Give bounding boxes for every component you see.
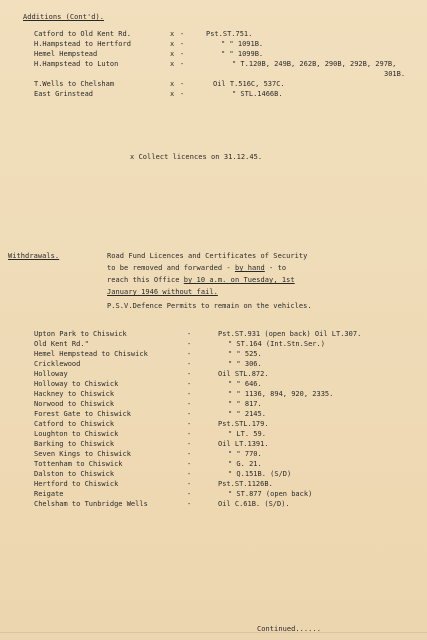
route: East Grinstead (34, 90, 94, 98)
vehicle-info: Pst.STL.179. (218, 420, 269, 428)
vehicle-info: " " 2145. (228, 410, 266, 418)
mark: x (170, 30, 175, 38)
dash: - (187, 440, 192, 448)
dash: - (187, 370, 192, 378)
vehicle-info: Oil C.61B. (S/D). (218, 500, 290, 508)
instruction-text: reach this Office (107, 276, 184, 284)
dash: - (187, 410, 192, 418)
dash: - (180, 40, 185, 48)
dash: - (187, 470, 192, 478)
dash: - (187, 330, 192, 338)
route: Loughton to Chiswick (34, 430, 119, 438)
mark: x (170, 80, 175, 88)
route: T.Wells to Chelsham (34, 80, 115, 88)
dash: - (187, 480, 192, 488)
vehicle-info: " LT. 59. (228, 430, 266, 438)
dash: - (180, 90, 185, 98)
vehicle-info: " G. 21. (228, 460, 262, 468)
vehicle-info: Oil STL.872. (218, 370, 269, 378)
route: Catford to Old Kent Rd. (34, 30, 131, 38)
vehicle-info: " " 1091B. (221, 40, 264, 48)
vehicle-info: Pst.ST.1126B. (218, 480, 273, 488)
vehicle-info: " STL.1466B. (232, 90, 283, 98)
page-edge (0, 632, 427, 633)
mark: x (170, 60, 175, 68)
vehicle-info: " " 1099B. (221, 50, 264, 58)
instruction-line: January 1946 without fail. (107, 288, 218, 296)
instruction-line (107, 276, 295, 285)
psv-note: P.S.V.Defence Permits to remain on the vehicles. (107, 302, 312, 310)
route: Tottenham to Chiswick (34, 460, 123, 468)
mark: x (170, 40, 175, 48)
route: Cricklewood (34, 360, 81, 368)
vehicle-info: " T.120B, 249B, 262B, 290B, 292B, 297B, (232, 60, 397, 68)
vehicle-info: Pst.ST.931 (open back) Oil LT.307. (218, 330, 362, 338)
route: Chelsham to Tunbridge Wells (34, 500, 148, 508)
dash: - (187, 460, 192, 468)
vehicle-info: " " 646. (228, 380, 262, 388)
vehicle-info: " Q.151B. (S/D) (228, 470, 292, 478)
route: Norwood to Chiswick (34, 400, 115, 408)
instruction-text: - to (264, 264, 287, 272)
route: Dalston to Chiswick (34, 470, 115, 478)
withdrawals-heading: Withdrawals. (8, 252, 60, 260)
vehicle-info: " " 525. (228, 350, 262, 358)
dash: - (180, 60, 185, 68)
additions-heading: Additions (Cont'd). (23, 13, 105, 21)
dash: - (180, 50, 185, 58)
dash: - (187, 390, 192, 398)
dash: - (187, 350, 192, 358)
route: Barking to Chiswick (34, 440, 115, 448)
route: H.Hampstead to Luton (34, 60, 119, 68)
route: Upton Park to Chiswick (34, 330, 127, 338)
dash: - (187, 340, 192, 348)
route: Holloway to Chiswick (34, 380, 119, 388)
instruction-emphasis: by hand (234, 264, 265, 272)
dash: - (187, 490, 192, 498)
route: Hertford to Chiswick (34, 480, 119, 488)
route: Old Kent Rd." (34, 340, 89, 348)
route: H.Hampstead to Hertford (34, 40, 131, 48)
dash: - (187, 380, 192, 388)
dash: - (187, 450, 192, 458)
route: Seven Kings to Chiswick (34, 450, 131, 458)
dash: - (187, 360, 192, 368)
vehicle-info: " ST.164 (Int.Stn.Ser.) (228, 340, 325, 348)
dash: - (180, 30, 185, 38)
dash: - (187, 500, 192, 508)
vehicle-info: Pst.ST.751. (206, 30, 253, 38)
route: Reigate (34, 490, 64, 498)
dash: - (187, 420, 192, 428)
instruction-line: Road Fund Licences and Certificates of Security (107, 252, 308, 260)
route: Holloway (34, 370, 68, 378)
vehicle-info: 301B. (384, 70, 406, 78)
vehicle-info: " " 817. (228, 400, 262, 408)
vehicle-info: Oil LT.1391. (218, 440, 269, 448)
continued-note: Continued...... (257, 625, 321, 633)
route: Hemel Hempstead (34, 50, 98, 58)
instruction-emphasis: by 10 a.m. on Tuesday, 1st (183, 276, 295, 284)
instruction-line (107, 264, 286, 273)
dash: - (180, 80, 185, 88)
instruction-text: to be removed and forwarded - (107, 264, 235, 272)
route: Catford to Chiswick (34, 420, 115, 428)
vehicle-info: " ST.877 (open back) (228, 490, 313, 498)
dash: - (187, 430, 192, 438)
mark: x (170, 50, 175, 58)
collect-licences-note: x Collect licences on 31.12.45. (130, 153, 263, 161)
vehicle-info: " " 1136, 894, 920, 2335. (228, 390, 334, 398)
vehicle-info: " " 770. (228, 450, 262, 458)
vehicle-info: " " 306. (228, 360, 262, 368)
route: Hemel Hempstead to Chiswick (34, 350, 148, 358)
vehicle-info: Oil T.516C, 537C. (213, 80, 285, 88)
dash: - (187, 400, 192, 408)
mark: x (170, 90, 175, 98)
route: Hackney to Chiswick (34, 390, 115, 398)
route: Forest Gate to Chiswick (34, 410, 131, 418)
